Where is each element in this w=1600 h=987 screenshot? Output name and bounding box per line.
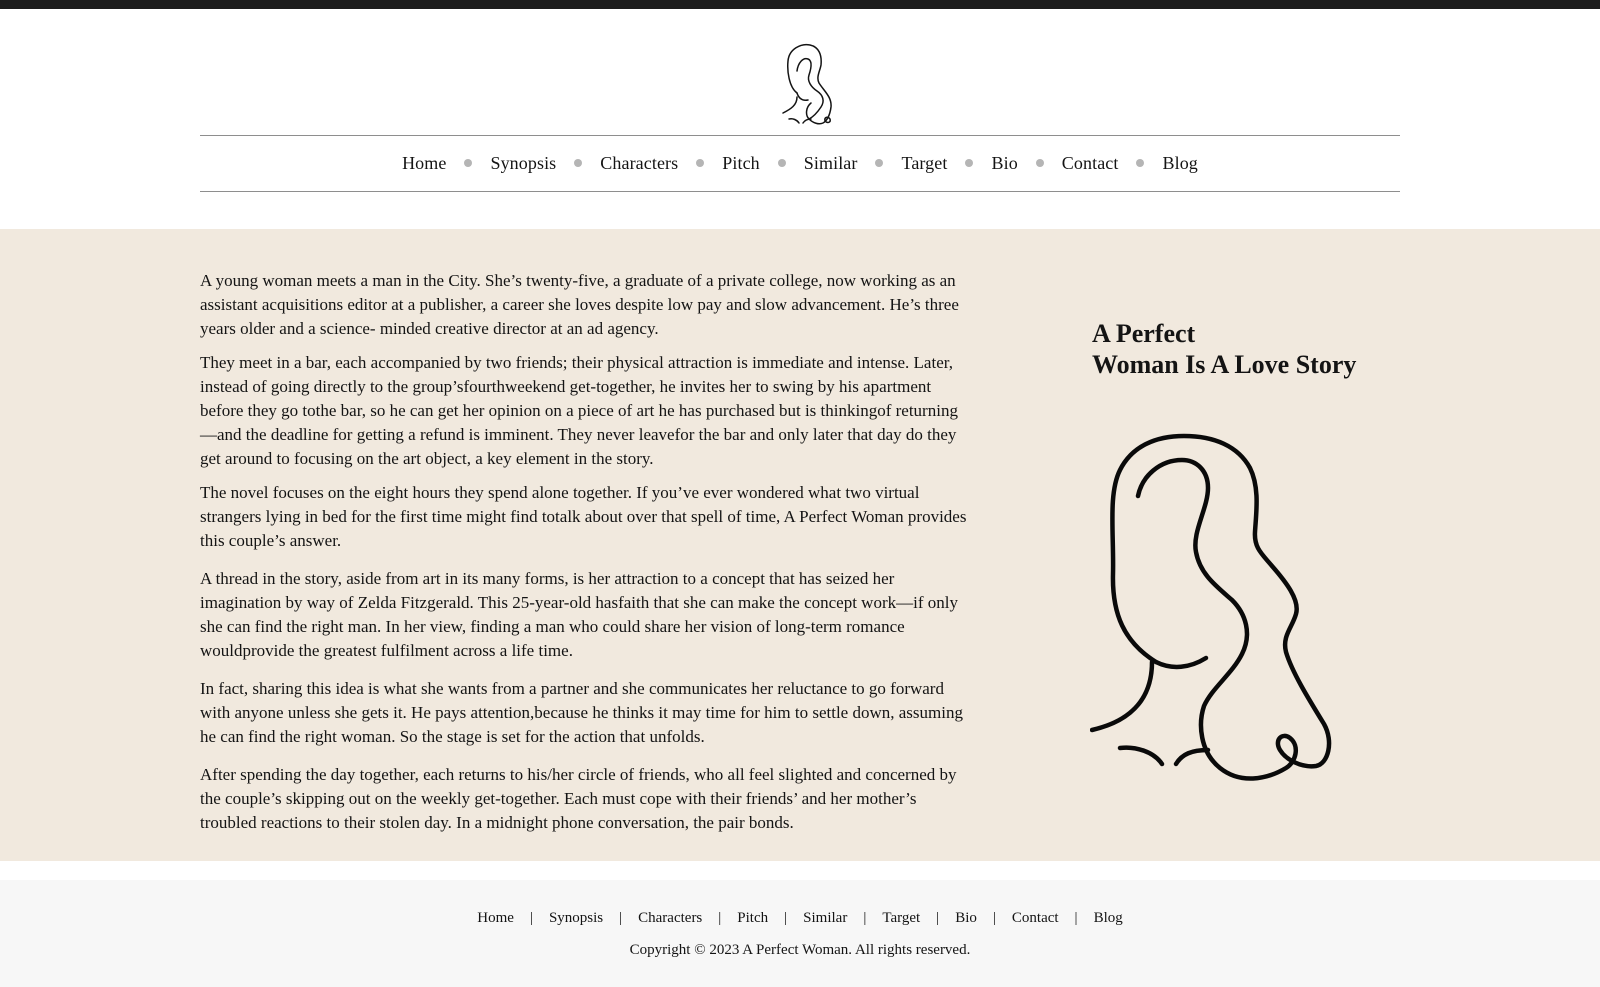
nav-target[interactable]: Target — [901, 152, 948, 173]
footer-separator: | — [784, 910, 788, 926]
nav-contact[interactable]: Contact — [1061, 152, 1119, 173]
nav-dot — [574, 159, 582, 167]
footer-nav — [0, 910, 1600, 927]
footer-link-blog[interactable]: Blog — [1093, 910, 1123, 926]
nav-dot — [965, 159, 973, 167]
side-title-line2: Woman Is A Love Story — [1092, 350, 1357, 379]
footer-link-synopsis[interactable]: Synopsis — [548, 910, 604, 926]
synopsis-paragraph: In fact, sharing this idea is what she wants from a partner and she communicates her reluctance to go forward with anyone unless she gets it. He pays attention,because he thinks it may time for him to settle down, assuming he can find the right woman. So the stage is set for the action that unfolds. — [200, 679, 963, 746]
side-title — [1092, 318, 1392, 380]
footer-separator: | — [863, 910, 867, 926]
nav-blog[interactable]: Blog — [1162, 152, 1198, 173]
footer-link-bio[interactable]: Bio — [955, 910, 977, 926]
footer-separator: | — [992, 910, 996, 926]
side-title-line1: A Perfect — [1092, 319, 1196, 348]
nav-synopsis[interactable]: Synopsis — [490, 152, 557, 173]
nav-dot — [875, 159, 883, 167]
footer-separator: | — [529, 910, 533, 926]
footer-link-similar[interactable]: Similar — [803, 910, 848, 926]
synopsis-paragraph: After spending the day together, each returns to his/her circle of friends, who all feel slighted and concerned by the couple’s skipping out on the weekly get-together. Each must cope with their friends’ and her mother’s troubled reactions to their stolen day. In a midnight phone conversation, the pair bonds. — [200, 765, 957, 832]
main-nav — [200, 135, 1400, 191]
footer-link-contact[interactable]: Contact — [1011, 910, 1059, 926]
nav-similar[interactable]: Similar — [803, 152, 858, 173]
synopsis-paragraph: A thread in the story, aside from art in its many forms, is her attraction to a concept that has seized her imagination by way of Zelda Fitzgerald. This 25-year-old hasfaith that she can make the concept work—if only she can find the right man. In her view, finding a man who could share her vision of long-term romance wouldprovide the greatest fulfilment across a life time. — [200, 569, 958, 660]
synopsis-paragraph: A young woman meets a man in the City. She’s twenty-five, a graduate of a private college, now working as an assistant acquisitions editor at a publisher, a career she loves despite low pay and slow advancement. He’s three years older and a science- minded creative director at an ad agency. — [200, 271, 959, 338]
nav-dot — [1036, 159, 1044, 167]
footer-link-characters[interactable]: Characters — [638, 910, 703, 926]
footer-separator: | — [619, 910, 623, 926]
nav-dot — [778, 159, 786, 167]
synopsis-paragraph: They meet in a bar, each accompanied by two friends; their physical attraction is immediate and intense. Later, instead of going directly to the group’sfourthweekend get-together, he invites her to swing by his apartment before they go tothe bar, so he can get her opinion on a piece of art he has purchased but is thinkingof returning—and the deadline for getting a refund is imminent. They never leavefor the bar and only later that day do they get around to focusing on the art object, a key element in the story. — [200, 353, 958, 468]
nav-pitch[interactable]: Pitch — [722, 152, 760, 173]
nav-characters[interactable]: Characters — [600, 152, 679, 173]
footer-separator: | — [1074, 910, 1078, 926]
synopsis-text — [200, 269, 972, 845]
nav-bio[interactable]: Bio — [991, 152, 1018, 173]
nav-dot — [696, 159, 704, 167]
nav-bottom-divider — [200, 191, 1400, 192]
top-bar — [0, 0, 1600, 9]
nav-dot — [1136, 159, 1144, 167]
woman-silhouette-logo-icon[interactable] — [775, 43, 841, 127]
nav-home[interactable]: Home — [402, 152, 447, 173]
footer-separator: | — [718, 910, 722, 926]
woman-line-art-icon — [1090, 424, 1360, 784]
footer-link-target[interactable]: Target — [882, 910, 921, 926]
site-footer — [0, 880, 1600, 987]
site-header — [0, 9, 1600, 229]
synopsis-section — [0, 229, 1600, 861]
copyright-text: Copyright © 2023 A Perfect Woman. All rights reserved. — [629, 942, 971, 958]
footer-link-pitch[interactable]: Pitch — [737, 910, 769, 926]
footer-link-home[interactable]: Home — [477, 910, 514, 926]
footer-separator: | — [936, 910, 940, 926]
nav-dot — [464, 159, 472, 167]
synopsis-paragraph: The novel focuses on the eight hours they spend alone together. If you’ve ever wondered what two virtual strangers lying in bed for the first time might find totalk about over that spell of time, A Perfect Woman provides this couple’s answer. — [200, 483, 967, 550]
